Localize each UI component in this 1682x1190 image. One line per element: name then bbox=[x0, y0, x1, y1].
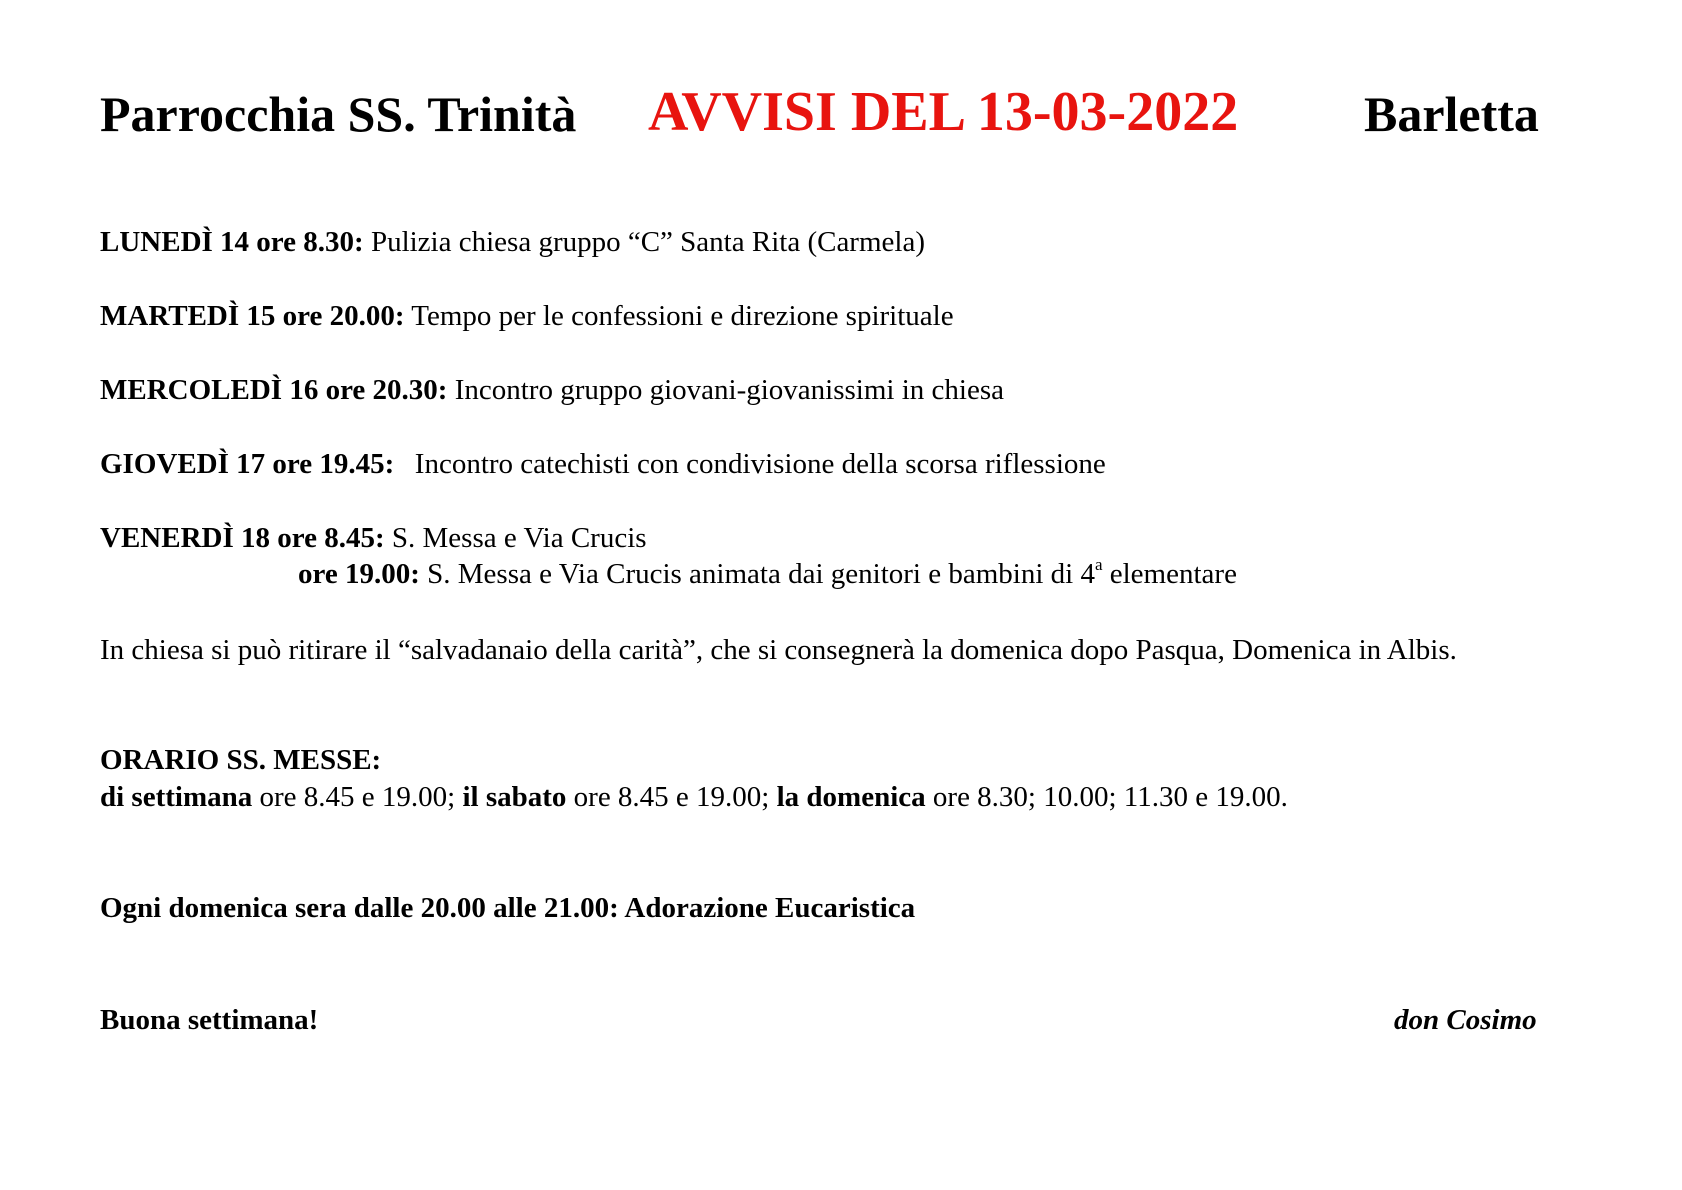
schedule-item-tuesday bbox=[100, 298, 954, 334]
schedule-text: S. Messa e Via Crucis bbox=[391, 522, 647, 554]
schedule-item-friday bbox=[100, 520, 647, 556]
signature: don Cosimo bbox=[1394, 1004, 1537, 1036]
schedule-text: Incontro gruppo giovani-giovanissimi in chiesa bbox=[454, 374, 1004, 406]
city-name: Barletta bbox=[1364, 86, 1539, 142]
schedule-day: MARTEDÌ 15 ore 20.00: bbox=[100, 300, 405, 332]
schedule-text: Pulizia chiesa gruppo “C” Santa Rita (Carmela) bbox=[370, 226, 925, 258]
closing-greeting: Buona settimana! bbox=[100, 1004, 319, 1036]
schedule-item-monday bbox=[100, 224, 925, 260]
weekday-label: di settimana bbox=[100, 781, 253, 813]
sunday-label: la domenica bbox=[776, 781, 926, 813]
mass-times-line bbox=[100, 779, 1288, 815]
weekday-times: ore 8.45 e 19.00; bbox=[259, 781, 456, 813]
adoration-notice: Ogni domenica sera dalle 20.00 alle 21.00: Adorazione Eucaristica bbox=[100, 892, 916, 924]
schedule-day: GIOVEDÌ 17 ore 19.45: bbox=[100, 448, 395, 480]
mass-times-heading: ORARIO SS. MESSE: bbox=[100, 744, 382, 776]
ordinal-superscript: a bbox=[1094, 555, 1103, 575]
schedule-text: Incontro catechisti con condivisione della scorsa riflessione bbox=[414, 448, 1106, 480]
notice-title: AVVISI DEL 13-03-2022 bbox=[648, 81, 1239, 143]
schedule-day: MERCOLEDÌ 16 ore 20.30: bbox=[100, 374, 448, 406]
schedule-item-wednesday bbox=[100, 372, 1004, 408]
sunday-times: ore 8.30; 10.00; 11.30 e 19.00. bbox=[932, 781, 1288, 813]
schedule-day: LUNEDÌ 14 ore 8.30: bbox=[100, 226, 364, 258]
schedule-text-end: elementare bbox=[1109, 558, 1237, 590]
saturday-times: ore 8.45 e 19.00; bbox=[573, 781, 770, 813]
charity-notice: In chiesa si può ritirare il “salvadanaio della carità”, che si consegnerà la domenica dopo Pasqua, Domenica in Albis. bbox=[100, 634, 1457, 666]
schedule-time: ore 19.00: bbox=[298, 558, 420, 590]
schedule-item-thursday bbox=[100, 446, 1106, 482]
schedule-text: Tempo per le confessioni e direzione spirituale bbox=[411, 300, 954, 332]
saturday-label: il sabato bbox=[462, 781, 567, 813]
schedule-item-friday-evening bbox=[298, 556, 1237, 592]
parish-name: Parrocchia SS. Trinità bbox=[100, 86, 577, 142]
schedule-text: S. Messa e Via Crucis animata dai genitori e bambini di 4 bbox=[427, 558, 1095, 590]
schedule-day: VENERDÌ 18 ore 8.45: bbox=[100, 522, 385, 554]
